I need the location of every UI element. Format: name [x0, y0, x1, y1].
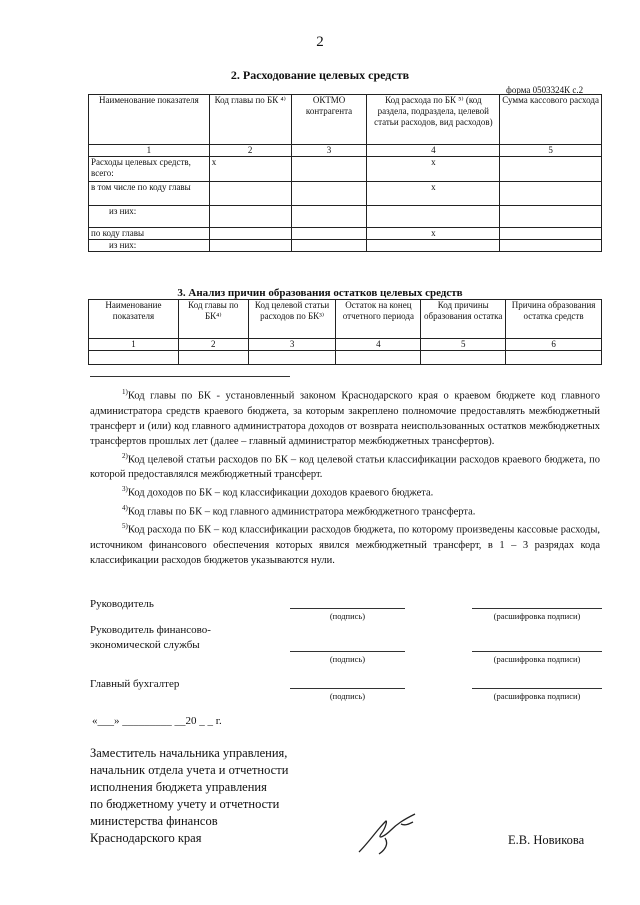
- name-line[interactable]: [472, 688, 602, 689]
- table-row: [89, 240, 602, 252]
- name-line[interactable]: [472, 651, 602, 652]
- table-cell: [367, 240, 500, 252]
- table-header-row: [89, 95, 602, 145]
- signature-role: Руководитель финансово-экономической службы: [90, 624, 211, 651]
- row-label: из них:: [89, 240, 210, 252]
- footnote: $^{1)}$Код главы по БК - установленный законом Краснодарского края о краевом бюджете код главного администратора средств краевого бюджета, за которым закреплено полномочие предоставлять межбюджетный трансферт и (или) код главного администратора доходов от возврата неиспользованных остатков межбюджетных трансфертов прошлых лет (далее – главный администратор межбюджетных трансфертов).: [90, 388, 600, 447]
- header-cell: Код расхода по БК ⁵⁾ (код раздела, подраздела, целевой статьи расходов, вид расходов): [367, 95, 500, 145]
- row-label: Расходы целевых средств, всего:: [89, 157, 210, 182]
- section3-title: 3. Анализ причин образования остатков целевых средств: [177, 287, 463, 299]
- header-cell: Код целевой статьи расходов по БК³⁾: [248, 300, 336, 339]
- column-number: 3: [291, 145, 367, 157]
- header-cell: Наименование показателя: [89, 95, 210, 145]
- column-number: 2: [178, 339, 248, 351]
- expenditure-table: [88, 94, 602, 252]
- footer-position: [90, 745, 288, 847]
- table-row: [89, 228, 602, 240]
- table-cell: [500, 206, 602, 228]
- column-number-row: [89, 145, 602, 157]
- header-cell: Причина образования остатка средств: [506, 300, 602, 339]
- table-cell: [291, 228, 367, 240]
- signature-line[interactable]: [290, 608, 405, 609]
- table-row: [89, 157, 602, 182]
- table-cell: [500, 182, 602, 206]
- table-cell: [500, 228, 602, 240]
- name-caption: (расшифровка подписи): [493, 691, 581, 701]
- table-row: [89, 206, 602, 228]
- table-cell: x: [367, 157, 500, 182]
- table-cell: [367, 206, 500, 228]
- table-row: [89, 351, 602, 365]
- header-cell: Код причины образования остатка: [421, 300, 506, 339]
- table-cell: [209, 182, 291, 206]
- table-row: [89, 182, 602, 206]
- row-label: в том числе по коду главы: [89, 182, 210, 206]
- table-cell: x: [209, 157, 291, 182]
- table-cell: [500, 157, 602, 182]
- table-cell: [209, 206, 291, 228]
- table-cell: [209, 228, 291, 240]
- section2-title: 2. Расходование целевых средств: [230, 68, 410, 82]
- position-line: Заместитель начальника управления,: [90, 746, 288, 760]
- signature-caption: (подпись): [329, 691, 366, 701]
- signatory-name: Е.В. Новикова: [508, 833, 585, 847]
- footnote: $^{4)}$Код главы по БК – код главного администратора межбюджетного трансферта.: [122, 503, 476, 517]
- table-cell: [209, 240, 291, 252]
- footnotes: [90, 385, 600, 568]
- handwritten-signature: [355, 808, 425, 858]
- table-cell: x: [367, 228, 500, 240]
- header-cell: Остаток на конец отчетного периода: [336, 300, 421, 339]
- column-number: 1: [89, 339, 179, 351]
- position-line: исполнения бюджета управления: [90, 780, 267, 794]
- name-caption: (расшифровка подписи): [493, 654, 581, 664]
- table-cell: [178, 351, 248, 365]
- header-cell: Сумма кассового расхода: [500, 95, 602, 145]
- row-label: из них:: [89, 206, 210, 228]
- table-cell: [89, 351, 179, 365]
- header-cell: ОКТМО контрагента: [291, 95, 367, 145]
- column-number: 2: [209, 145, 291, 157]
- column-number: 4: [336, 339, 421, 351]
- footnote: $^{2)}$Код целевой статьи расходов по БК – код целевой статьи классификации расходов краевого бюджета, по которой предоставлялся межбюджетный трансферт.: [90, 451, 600, 480]
- table-cell: [506, 351, 602, 365]
- position-line: начальник отдела учета и отчетности: [90, 763, 289, 777]
- footnote-separator: [90, 376, 290, 377]
- name-line[interactable]: [472, 608, 602, 609]
- signature-line[interactable]: [290, 651, 405, 652]
- remainder-analysis-table: [88, 299, 602, 365]
- column-number: 5: [500, 145, 602, 157]
- signature-caption: (подпись): [329, 611, 366, 621]
- table-cell: [291, 157, 367, 182]
- name-caption: (расшифровка подписи): [493, 611, 581, 621]
- position-line: Краснодарского края: [90, 831, 202, 845]
- column-number-row: [89, 339, 602, 351]
- header-cell: Код главы по БК⁴⁾: [178, 300, 248, 339]
- column-number: 4: [367, 145, 500, 157]
- column-number: 5: [421, 339, 506, 351]
- header-cell: Код главы по БК ⁴⁾: [209, 95, 291, 145]
- table-cell: [421, 351, 506, 365]
- table-header-row: [89, 300, 602, 339]
- column-number: 6: [506, 339, 602, 351]
- signature-role: Главный бухгалтер: [90, 678, 180, 690]
- table-cell: [248, 351, 336, 365]
- date-line[interactable]: «___» _________ __20 _ _ г.: [92, 715, 222, 727]
- signature-caption: (подпись): [329, 654, 366, 664]
- row-label: по коду главы: [89, 228, 210, 240]
- table-cell: x: [367, 182, 500, 206]
- footnote: $^{5)}$Код расхода по БК – код классификации расходов бюджета, по которому произведены кассовые расходы, источником финансового обеспечения которых явился межбюджетный трансферт, в 1 – 3 разрядах кода классификации расходов бюджетов указываются нули.: [90, 522, 600, 566]
- table-cell: [336, 351, 421, 365]
- page-number: 2: [316, 34, 324, 50]
- position-line: министерства финансов: [90, 814, 218, 828]
- table-cell: [291, 240, 367, 252]
- form-code: форма 0503324К с.2: [506, 85, 584, 95]
- table-cell: [500, 240, 602, 252]
- position-line: по бюджетному учету и отчетности: [90, 797, 280, 811]
- table-cell: [291, 206, 367, 228]
- footnote: $^{3)}$Код доходов по БК – код классификации доходов краевого бюджета.: [122, 485, 434, 499]
- header-cell: Наименование показателя: [89, 300, 179, 339]
- table-cell: [291, 182, 367, 206]
- column-number: 3: [248, 339, 336, 351]
- column-number: 1: [89, 145, 210, 157]
- signature-role: Руководитель: [90, 598, 154, 610]
- signature-line[interactable]: [290, 688, 405, 689]
